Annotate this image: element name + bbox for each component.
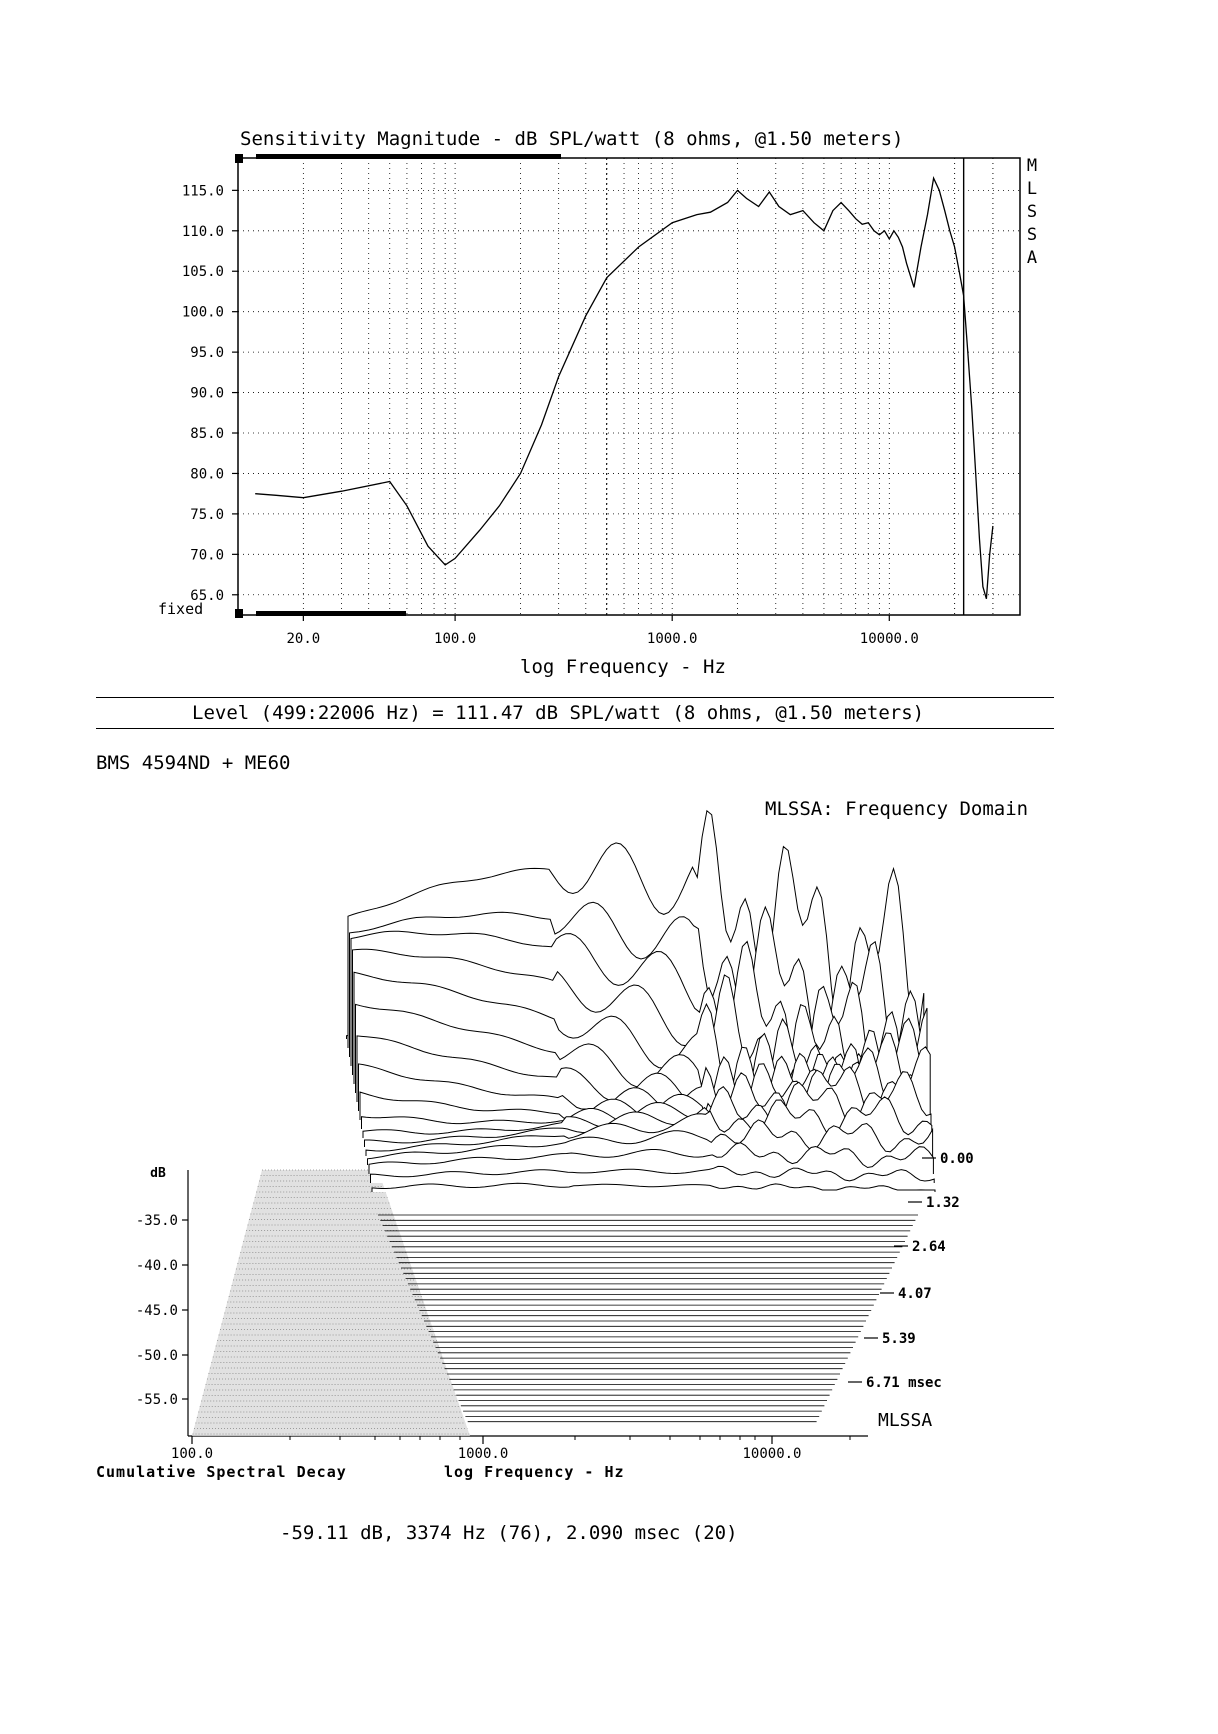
- y-tick-label: 65.0: [190, 587, 224, 604]
- decay-floor: [192, 1170, 470, 1436]
- y-tick-label: -50.0: [135, 1348, 178, 1364]
- x-tick-label: 10000.0: [742, 1446, 802, 1462]
- device-label: BMS 4594ND + ME60: [96, 752, 291, 774]
- time-tick-label: 5.39: [882, 1331, 916, 1347]
- y-tick-label: 75.0: [190, 506, 224, 523]
- y-tick-label: 70.0: [190, 547, 224, 564]
- decay-slices: [347, 811, 936, 1192]
- x-tick-label: 10000.0: [859, 631, 919, 647]
- x-tick-label: 100.0: [434, 631, 477, 647]
- chart1-xlabel: log Frequency - Hz: [520, 656, 726, 678]
- y-tick-label: 90.0: [190, 385, 224, 402]
- y-tick-label: 110.0: [181, 223, 224, 240]
- y-tick-label: 105.0: [181, 264, 224, 281]
- y-tick-label: -35.0: [135, 1213, 178, 1229]
- chart2-title: Cumulative Spectral Decay: [96, 1463, 347, 1481]
- cursor-readout: -59.11 dB, 3374 Hz (76), 2.090 msec (20): [280, 1522, 738, 1544]
- decay-baselines: [378, 1215, 918, 1422]
- y-tick-label: -45.0: [135, 1303, 178, 1319]
- chart1-fixed-label: fixed: [158, 600, 204, 618]
- floor-shade: [192, 1170, 470, 1436]
- y-tick-label: 115.0: [181, 183, 224, 200]
- time-tick-label: 1.32: [926, 1195, 960, 1211]
- y-axis-label: dB: [150, 1166, 166, 1181]
- x-tick-label: 1000.0: [646, 631, 698, 647]
- time-tick-label: 2.64: [912, 1239, 946, 1255]
- chart2-mlssa-label: MLSSA: [878, 1410, 933, 1431]
- chart1-title: Sensitivity Magnitude - dB SPL/watt (8 ohms, @1.50 meters): [240, 128, 904, 150]
- x-tick-label: 20.0: [286, 631, 321, 647]
- y-tick-label: 80.0: [190, 466, 224, 483]
- level-readout: Level (499:22006 Hz) = 111.47 dB SPL/watt (8 ohms, @1.50 meters): [192, 702, 925, 724]
- y-tick-label: 100.0: [181, 304, 224, 321]
- decay-slice: [372, 1183, 935, 1192]
- x-tick-label: 1000.0: [457, 1446, 509, 1462]
- y-tick-label: 85.0: [190, 426, 224, 443]
- x-tick-label: 100.0: [170, 1446, 214, 1462]
- domain-label: MLSSA: Frequency Domain: [765, 798, 1029, 820]
- chart1-side-label: MLSSA: [1026, 156, 1038, 268]
- chart2-xlabel: log Frequency - Hz: [444, 1463, 625, 1481]
- y-tick-label: 95.0: [190, 345, 224, 362]
- y-tick-label: -40.0: [135, 1258, 178, 1274]
- time-tick-label: 0.00: [940, 1151, 974, 1167]
- y-tick-label: -55.0: [135, 1392, 178, 1408]
- time-tick-label: 4.07: [898, 1286, 932, 1302]
- time-tick-label: 6.71 msec: [866, 1375, 942, 1391]
